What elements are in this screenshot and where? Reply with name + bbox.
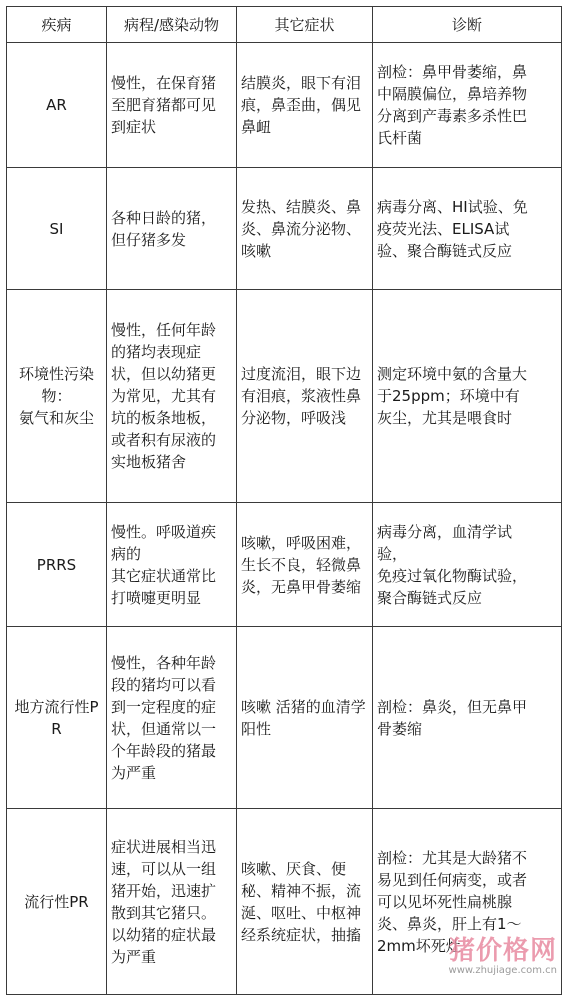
cell-line: 到一定程度的症 bbox=[111, 697, 217, 716]
cell-line: 咳嗽 活猪的血清学 bbox=[241, 697, 366, 716]
cell-line: 但仔猪多发 bbox=[111, 230, 187, 249]
cell-line: 或者积有尿液的 bbox=[111, 431, 217, 449]
course-cell bbox=[107, 290, 237, 503]
symptoms-cell bbox=[237, 503, 373, 627]
cell-line: 各种日龄的猪， bbox=[111, 208, 217, 227]
course-cell bbox=[107, 503, 237, 627]
cell-line: 易见到任何病变，或者 bbox=[377, 870, 528, 889]
cell-line: 免疫过氧化物酶试验， bbox=[377, 566, 528, 585]
table-row bbox=[7, 627, 562, 809]
cell-line: 有泪痕，浆液性鼻 bbox=[241, 387, 362, 405]
disease-cell bbox=[7, 290, 107, 503]
cell-line: 咳嗽，呼吸困难， bbox=[241, 533, 362, 552]
disease-cell bbox=[7, 43, 107, 168]
course-cell bbox=[107, 809, 237, 995]
cell-line: 病毒分离、HI试验、免 bbox=[377, 197, 528, 216]
cell-line: 经系统症状，抽搐 bbox=[241, 925, 362, 944]
cell-line: 慢性。呼吸道疾 bbox=[111, 522, 217, 541]
table-row bbox=[7, 290, 562, 503]
cell-line: 为常见，尤其有 bbox=[111, 387, 217, 405]
table-row bbox=[7, 503, 562, 627]
cell-line: 以幼猪的症状最 bbox=[111, 925, 217, 944]
cell-line: 可以见坏死性扁桃腺 bbox=[377, 892, 513, 911]
cell-line: 发热、结膜炎、鼻 bbox=[241, 197, 362, 216]
cell-line: 地方流行性PR bbox=[14, 697, 99, 738]
symptoms-cell bbox=[237, 627, 373, 809]
cell-line: 慢性，各种年龄 bbox=[111, 653, 217, 672]
cell-line: 个年龄段的猪最 bbox=[111, 741, 217, 760]
cell-line: 分泌物，呼吸浅 bbox=[241, 409, 347, 427]
disease-table bbox=[6, 6, 562, 995]
disease-cell bbox=[7, 503, 107, 627]
cell-line: 剖检：鼻炎，但无鼻甲 bbox=[377, 697, 528, 716]
cell-line: 2mm坏死灶 bbox=[377, 936, 461, 955]
cell-line: 坑的板条地板， bbox=[111, 409, 217, 427]
disease-cell bbox=[7, 627, 107, 809]
symptoms-cell bbox=[237, 168, 373, 290]
watermark-title: 猪价格网 bbox=[448, 936, 557, 966]
cell-line: 段的猪均可以看 bbox=[111, 675, 217, 694]
cell-line: 物： bbox=[41, 387, 72, 405]
cell-line: 疫荧光法、ELISA试 bbox=[377, 219, 510, 238]
cell-line: 分离到产毒素多杀性巴 bbox=[377, 107, 528, 125]
disease-cell bbox=[7, 809, 107, 995]
cell-line: SI bbox=[49, 219, 64, 238]
disease-cell bbox=[7, 168, 107, 290]
diagnosis-cell bbox=[373, 627, 562, 809]
cell-line: 为严重 bbox=[111, 947, 157, 966]
diagnosis-cell bbox=[373, 168, 562, 290]
diagnosis-cell bbox=[373, 43, 562, 168]
cell-line: 生长不良，轻微鼻 bbox=[241, 555, 362, 574]
header-diagnosis: 诊断 bbox=[373, 7, 562, 43]
cell-line: 炎、鼻流分泌物、 bbox=[241, 219, 362, 238]
cell-line: 的猪均表现症 bbox=[111, 343, 202, 361]
cell-line: 环境性污染 bbox=[18, 365, 94, 383]
table-header bbox=[7, 7, 562, 43]
header-row bbox=[7, 7, 562, 43]
cell-line: AR bbox=[46, 96, 67, 114]
cell-line: 散到其它猪只。 bbox=[111, 903, 217, 922]
cell-line: PRRS bbox=[36, 555, 77, 574]
course-cell bbox=[107, 43, 237, 168]
cell-line: 咳嗽 bbox=[241, 241, 272, 260]
cell-line: 其它症状通常比 bbox=[111, 566, 217, 585]
cell-line: 鼻衄 bbox=[241, 118, 272, 136]
diagnosis-cell bbox=[373, 503, 562, 627]
watermark-url: www.zhujiage.com.cn bbox=[448, 965, 557, 976]
table-body bbox=[7, 43, 562, 995]
symptoms-cell bbox=[237, 290, 373, 503]
cell-line: 病的 bbox=[111, 544, 142, 563]
cell-line: 猪开始，迅速扩 bbox=[111, 881, 217, 900]
cell-line: 于25ppm；环境中有 bbox=[377, 387, 520, 405]
cell-line: 状，但以幼猪更 bbox=[111, 365, 217, 383]
cell-line: 秘、精神不振，流 bbox=[241, 881, 362, 900]
cell-line: 聚合酶链式反应 bbox=[377, 588, 483, 607]
table-row bbox=[7, 168, 562, 290]
cell-line: 骨萎缩 bbox=[377, 719, 423, 738]
cell-line: 速，可以从一组 bbox=[111, 859, 217, 878]
cell-line: 实地板猪舍 bbox=[111, 453, 187, 471]
course-cell bbox=[107, 168, 237, 290]
cell-line: 中隔膜偏位，鼻培养物 bbox=[377, 85, 528, 103]
cell-line: 慢性，在保育猪 bbox=[111, 74, 217, 92]
table-row bbox=[7, 43, 562, 168]
cell-line: 状，但通常以一 bbox=[111, 719, 217, 738]
cell-line: 氏杆菌 bbox=[377, 129, 423, 147]
cell-line: 验、聚合酶链式反应 bbox=[377, 241, 513, 260]
cell-line: 流行性PR bbox=[24, 892, 89, 911]
cell-line: 到症状 bbox=[111, 118, 157, 136]
cell-line: 炎、鼻炎，肝上有1～ bbox=[377, 914, 522, 933]
symptoms-cell bbox=[237, 43, 373, 168]
cell-line: 病毒分离，血清学试 bbox=[377, 522, 513, 541]
cell-line: 症状进展相当迅 bbox=[111, 837, 217, 856]
cell-line: 涎、呕吐、中枢神 bbox=[241, 903, 362, 922]
cell-line: 结膜炎，眼下有泪 bbox=[241, 74, 362, 92]
cell-line: 灰尘，尤其是喂食时 bbox=[377, 409, 513, 427]
cell-line: 至肥育猪都可见 bbox=[111, 96, 217, 114]
cell-line: 验， bbox=[377, 544, 408, 563]
cell-line: 打喷嚏更明显 bbox=[111, 588, 202, 607]
cell-line: 剖检：尤其是大龄猪不 bbox=[377, 848, 528, 867]
course-cell bbox=[107, 627, 237, 809]
cell-line: 为严重 bbox=[111, 763, 157, 782]
cell-line: 氨气和灰尘 bbox=[18, 409, 94, 427]
cell-line: 咳嗽、厌食、便 bbox=[241, 859, 347, 878]
cell-line: 慢性，任何年龄 bbox=[111, 321, 217, 339]
watermark-logo bbox=[449, 930, 557, 976]
cell-line: 剖检：鼻甲骨萎缩，鼻 bbox=[377, 63, 528, 81]
diagnosis-cell bbox=[373, 290, 562, 503]
cell-line: 测定环境中氨的含量大 bbox=[377, 365, 528, 383]
header-symptoms: 其它症状 bbox=[237, 7, 373, 43]
symptoms-cell bbox=[237, 809, 373, 995]
header-disease: 疾病 bbox=[7, 7, 107, 43]
cell-line: 痕，鼻歪曲，偶见 bbox=[241, 96, 362, 114]
cell-line: 阳性 bbox=[241, 719, 272, 738]
cell-line: 炎，无鼻甲骨萎缩 bbox=[241, 577, 362, 596]
cell-line: 过度流泪，眼下边 bbox=[241, 365, 362, 383]
header-course: 病程/感染动物 bbox=[107, 7, 237, 43]
